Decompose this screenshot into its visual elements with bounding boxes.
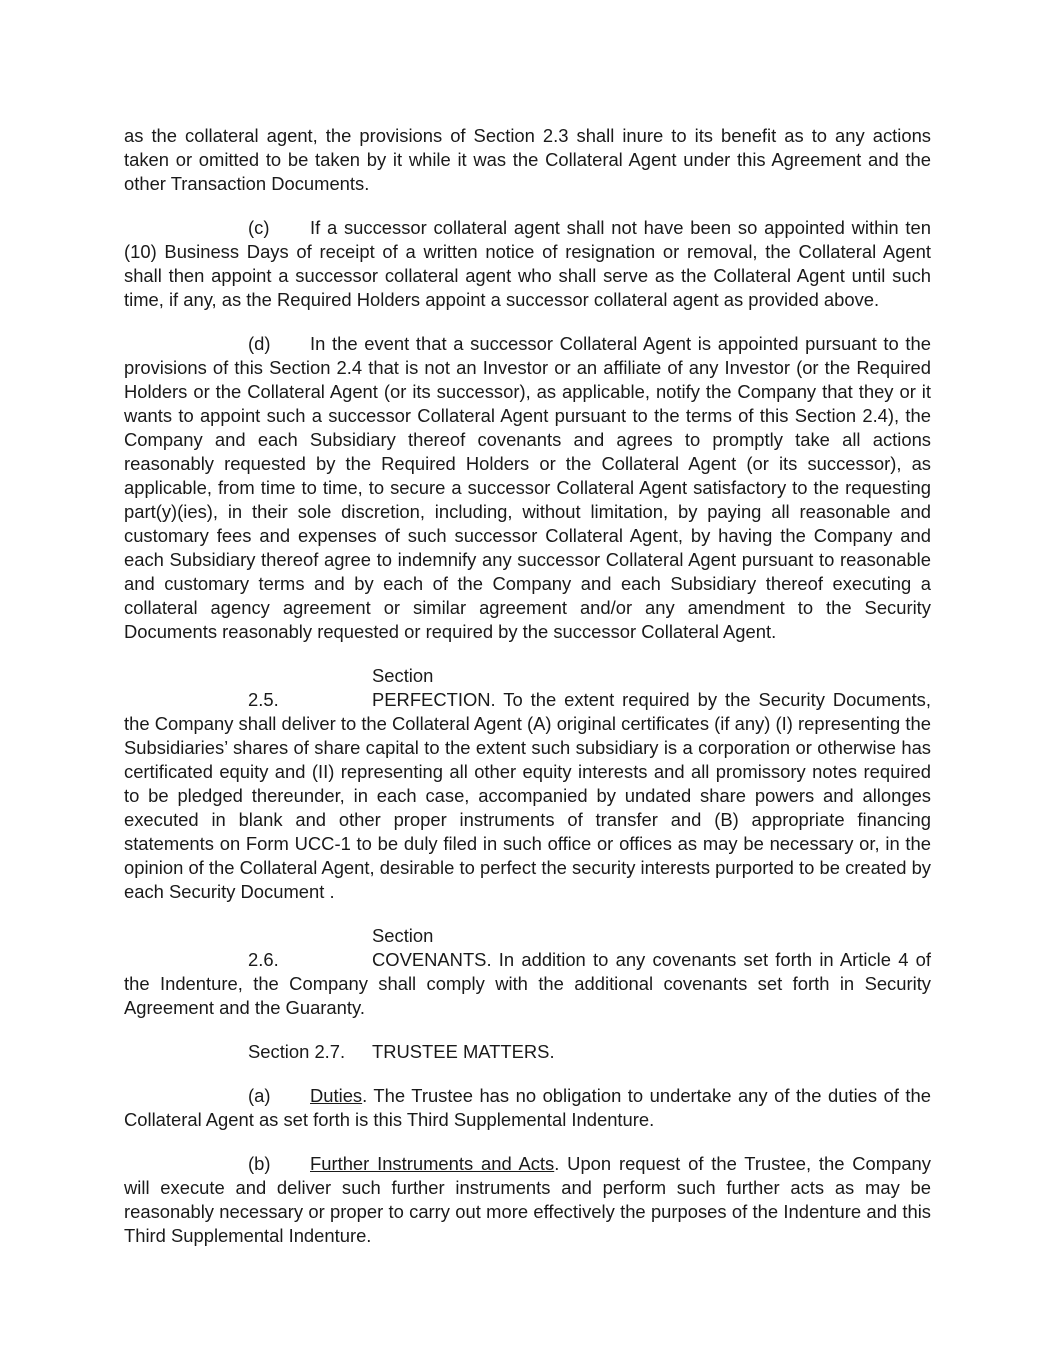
section-2-5 [124,664,931,904]
paragraph-c [124,216,931,312]
paragraph-c-text: If a successor collateral agent shall not have been so appointed within ten (10) Business Days of receipt of a written notice of resignation or removal, the Collateral Agent shall then appoint a successor collateral agent who shall serve as the Collateral Agent until such time, if any, as the Required Holders appoint a successor collateral agent as provided above. [124,217,931,310]
section-2-7-title: TRUSTEE MATTERS. [372,1041,555,1062]
section-2-5-number: Section 2.5. [248,665,434,710]
document-page [124,124,931,1268]
paragraph-2-7-a-marker: (a) [248,1085,271,1106]
paragraph-2-7-b-text: . Upon request of the Trustee, the Company will execute and deliver such further instruments and perform such further acts as may be reasonably necessary or proper to carry out more effectively the purposes of the Indenture and this Third Supplemental Indenture. [124,1153,931,1246]
paragraph-d [124,332,931,644]
paragraph-2-7-b-marker: (b) [248,1153,271,1174]
section-2-6-text: COVENANTS. In addition to any covenants set forth in Article 4 of the Indenture, the Company shall comply with the additional covenants set forth in Security Agreement and the Guaranty. [124,949,931,1018]
section-2-7-heading [124,1040,931,1064]
paragraph-2-7-a-text: . The Trustee has no obligation to undertake any of the duties of the Collateral Agent as set forth is this Third Supplemental Indenture. [124,1085,931,1130]
continuation-paragraph: as the collateral agent, the provisions of Section 2.3 shall inure to its benefit as to any actions taken or omitted to be taken by it while it was the Collateral Agent under this Agreement and the other Transaction Documents. [124,125,931,194]
paragraph-c-marker: (c) [248,217,270,238]
section-2-5-text: PERFECTION. To the extent required by the Security Documents, the Company shall deliver to the Collateral Agent (A) original certificates (if any) (I) representing the Subsidiaries’ shares of share capital to the extent such subsidiary is a corporation or otherwise has certificated equity and (II) representing all other equity interests and all promissory notes required to be pledged thereunder, in each case, accompanied by undated share powers and allonges executed in blank and other proper instruments of transfer and (B) appropriate financing statements on Form UCC-1 to be duly filed in such office or offices as may be necessary or, in the opinion of the Collateral Agent, desirable to perfect the security interests purported to be created by each Security Document . [124,689,931,902]
paragraph-2-7-a-heading: Duties [310,1085,363,1106]
section-2-6 [124,924,931,1020]
section-2-7-number: Section 2.7. [248,1041,346,1062]
section-2-6-number: Section 2.6. [248,925,434,970]
paragraph-2-7-b [124,1152,931,1248]
paragraph-2-7-b-heading: Further Instruments and Acts [310,1153,555,1174]
paragraph-2-7-a [124,1084,931,1132]
paragraph-d-marker: (d) [248,333,271,354]
paragraph-d-text: In the event that a successor Collateral Agent is appointed pursuant to the provisions of this Section 2.4 that is not an Investor or an affiliate of any Investor (or the Required Holders or the Collateral Agent (or its successor), as applicable, notify the Company that they or it wants to appoint such a successor Collateral Agent pursuant to the terms of this Section 2.4), the Company and each Subsidiary thereof covenants and agrees to promptly take all actions reasonably requested by the Required Holders or the Collateral Agent (or its successor), as applicable, from time to time, to secure a successor Collateral Agent satisfactory to the requesting part(y)(ies), in their sole discretion, including, without limitation, by paying all reasonable and customary fees and expenses of such successor Collateral Agent, by having the Company and each Subsidiary thereof agree to indemnify any successor Collateral Agent pursuant to reasonable and customary terms and by each of the Company and each Subsidiary thereof executing a collateral agency agreement or similar agreement and/or any amendment to the Security Documents reasonably requested or required by the successor Collateral Agent. [124,333,931,642]
